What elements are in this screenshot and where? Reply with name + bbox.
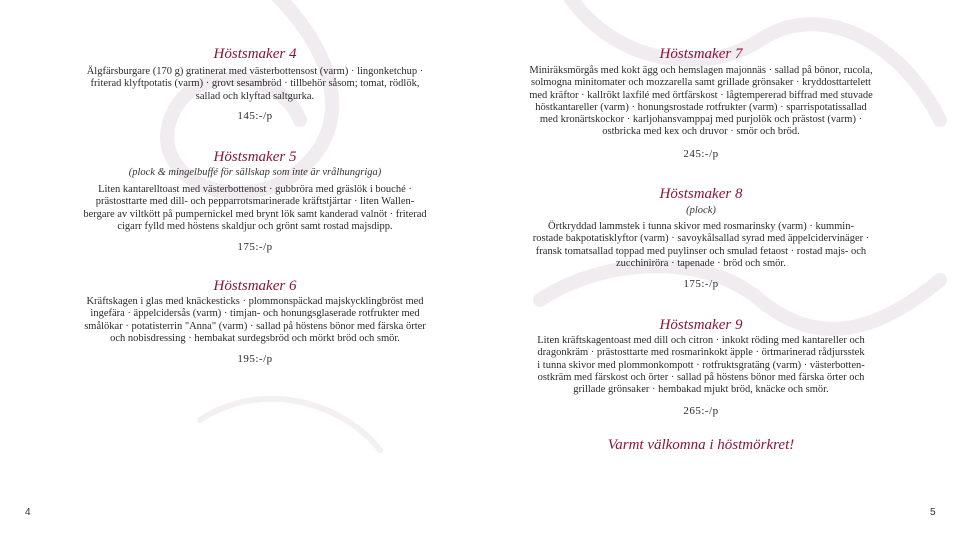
page-number-left: 4: [25, 507, 31, 518]
menu7-line: Miniräksmörgås med kokt ägg och hemslagen majonnäs · sallad på bönor, rucola,: [529, 65, 873, 76]
page-number-right: 5: [930, 507, 936, 518]
menu6-description: [70, 296, 440, 345]
menu8-price: 175:-/p: [683, 278, 719, 290]
menu8-line: rostade bakpotatisklyftor (varm) · savoykålsallad syrad med äppelcidervinäger ·: [532, 233, 870, 245]
menu7-price: 245:-/p: [683, 148, 719, 160]
menu7-line: ostbricka med kex och druvor · smör och bröd.: [602, 126, 800, 138]
menu6-price: 195:-/p: [237, 353, 273, 365]
menu6-title: Höstsmaker 6: [213, 278, 297, 294]
menu9-description: [515, 335, 887, 396]
menu9-line: ostkräm med färskost och örter · sallad på höstens bönor med färska örter och: [537, 371, 865, 383]
menu5-description: [70, 184, 440, 233]
menu9-line: dragonkräm · prästosttarte med rosmarinkokt äpple · örtmarinerad rådjursstek: [537, 347, 865, 359]
menu4-description: [70, 66, 440, 103]
menu9-line: grillade grönsaker · hembakad mjukt bröd, knäcke och smör.: [573, 384, 829, 396]
menu6-line: ingefära · äppelcidersås (varm) · timjan- och honungsglaserade rotfrukter med: [90, 308, 420, 320]
menu6-line: Kräftskagen i glas med knäckesticks · plommonspäckad majskycklingbröst med: [86, 296, 424, 307]
menu6-line: och nobisdressing · hembakat surdegsbröd och mörkt bröd och smör.: [110, 332, 400, 344]
menu7-line: solmogna minitomater och mozzarella samt grillade grönsaker · kryddosttartelett: [531, 77, 871, 89]
menu5-subtitle: (plock & mingelbuffé för sällskap som inte är vrålhungriga): [128, 167, 382, 178]
menu5-title: Höstsmaker 5: [213, 149, 297, 165]
menu8-subtitle: (plock): [686, 205, 716, 216]
menu7-line: med kronärtskockor · karljohansvamppaj med purjolök och prästost (varm) ·: [539, 114, 863, 126]
menu8-title: Höstsmaker 8: [659, 186, 743, 202]
menu4-line: sallad och klyftad saltgurka.: [195, 90, 315, 102]
menu7-line: med kräftor · kallrökt laxfilé med örtfärskost · lågtempererad biffrad med stuvade: [529, 89, 873, 101]
menu6-line: smålökar · potatisterrin "Anna" (varm) · sallad på höstens bönor med färska örter: [84, 320, 426, 332]
menu9-title: Höstsmaker 9: [659, 317, 743, 333]
menu5-price: 175:-/p: [237, 241, 273, 253]
menu9-line: Liten kräftskagentoast med dill och citron · inkokt röding med kantareller och: [537, 335, 865, 346]
closing-greeting: Varmt välkomna i höstmörkret!: [607, 437, 795, 453]
menu4-price: 145:-/p: [237, 110, 273, 122]
menu4-line: friterad klyftpotatis (varm) · grovt sesambröd · tillbehör såsom; tomat, rödlök,: [90, 78, 420, 90]
menu4-line: Älgfärsburgare (170 g) gratinerat med västerbottensost (varm) · lingonketchup ·: [86, 66, 424, 77]
menu7-line: höstkantareller (varm) · honungsrostade rotfrukter (varm) · sparrispotatissallad: [535, 101, 867, 113]
menu9-line: i tunna skivor med plommonkompott · rotfruktsgratäng (varm) · västerbotten-: [537, 359, 865, 371]
menu5-line: cigarr fylld med höstens skaldjur och grönt samt rostad majsdipp.: [117, 220, 393, 232]
menu4-title: Höstsmaker 4: [213, 46, 297, 62]
menu9-price: 265:-/p: [683, 405, 719, 417]
menu8-line: zucchiniröra · tapenade · bröd och smör.: [616, 257, 786, 269]
menu7-title: Höstsmaker 7: [659, 46, 743, 62]
menu5-line: prästosttarte med dill- och pepparrotsmarinerade kräftstjärtar · liten Wallen-: [95, 196, 415, 208]
menu8-line: fransk tomatsallad toppad med puylinser och smulad fetaost · rostad majs- och: [535, 245, 867, 257]
menu5-line: Liten kantarelltoast med västerbottenost · gubbröra med gräslök i bouché ·: [98, 184, 412, 195]
menu8-description: [515, 221, 887, 270]
menu8-line: Örtkryddad lammstek i tunna skivor med rosmarinsky (varm) · kummin-: [548, 221, 854, 232]
menu7-description: [515, 65, 887, 139]
menu5-line: bergare av viltkött på pumpernickel med brynt lök samt kanderad valnöt · friterad: [83, 208, 427, 220]
